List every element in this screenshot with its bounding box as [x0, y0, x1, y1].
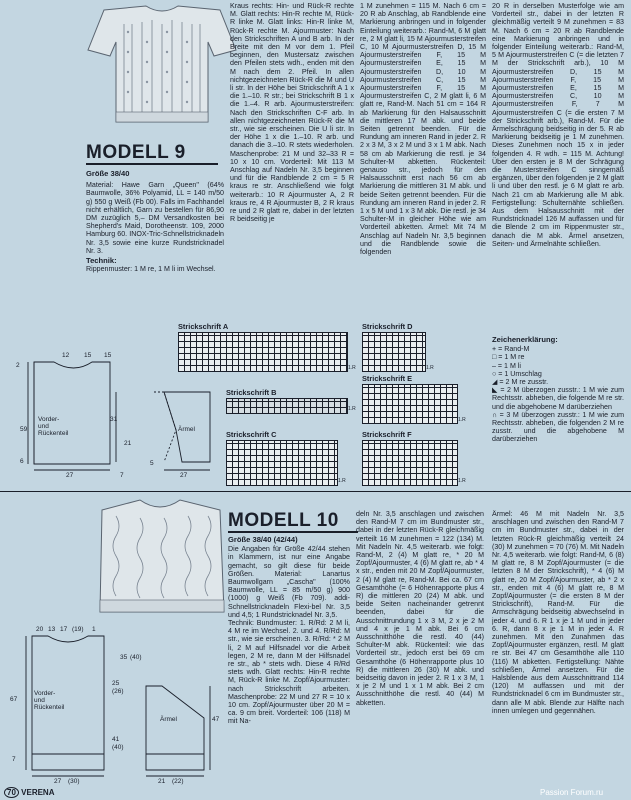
schem9-w27: 27 — [66, 472, 74, 479]
modell10-col1 — [228, 536, 350, 798]
schem10-w30: (30) — [68, 778, 80, 785]
modell9-legend — [492, 336, 624, 444]
chart-c-row: 1.R — [338, 478, 346, 484]
legend-item: ○ = 1 Umschlag — [492, 369, 542, 378]
schem10-h47: 47 — [212, 716, 220, 723]
schem10-w21: 21 — [158, 778, 166, 785]
legend-item: ◢ = 2 M re zusstr. — [492, 378, 549, 387]
chart-e-grid — [362, 384, 458, 424]
page-number: 70 — [4, 787, 19, 798]
modell9-col4: 20 R in derselben Musterfolge wie am Vorderteil str., dabei in der letzten R gleichmäßig verteilt 9 M zunehmen = 83 M. Nach 6 cm = 20 R ab Randblende eine Markierung anbringen und in folgender Einteilung weiterarb.: Rand-M, 5 M Ajourmusterstreifen C (= die letzten 7 M der Strickschrift arb.), 10 M Ajourmusterstreifen D, 15 M Ajourmusterstreifen F, 15 M Ajourmusterstreifen E, 15 M Ajourmusterstreifen C, 10 M Ajourmusterstreifen F, 7 M Ajourmusterstreifen C (= die ersten 7 M der Strickschrift arb.), Rand-M. Für die Ärmelschrägung beidseitig in der 5. R ab Markierung beidseitig je 1 M zunehmen. Dieses Zunehmen noch 15 x in jeder folgenden 4. R wdh. = 115 M. Achtung! Über den ersten je 8 M der Schrägung die Musterstreifen C sinngemäß ergänzen, über den folgenden je 2 M glatt li und über den restl. je 6 M glatt re arb. Nach 21 cm ab Markierung alle M abk. Fertigstellung: Schulternähte schließen. Aus dem Halsausschnitt mit der Rundstricknadel 126 M auffassen und für die Blende 2 cm im Rippenmuster str., danach die M abk. Ärmel ansetzen, Seiten- und Ärmelnähte schließen. — [492, 2, 624, 248]
schem10-h26: (26) — [112, 688, 124, 695]
chart-d-grid — [362, 332, 426, 372]
schem9-w12: 12 — [62, 352, 70, 359]
chart-c-grid — [226, 440, 338, 486]
modell10-title: MODELL 10 — [228, 510, 339, 531]
schem10-top-19: (19) — [72, 626, 84, 633]
schem9-h5: 5 — [150, 460, 154, 467]
modell9-size: Größe 38/40 — [86, 170, 130, 178]
schem9-h21: 21 — [124, 440, 132, 447]
chart-a-grid — [178, 332, 348, 372]
legend-item: ∩ = 3 M überzogen zusstr.: 1 M wie zum Rechtsstr. abheben, die folgenden 2 M re zusstr. und die abgehobene M darüberziehen — [492, 410, 624, 444]
schem9-h6: 6 — [20, 458, 24, 465]
legend-item: + = Rand-M — [492, 345, 530, 354]
schem10-h41: 41 — [112, 736, 120, 743]
chart-d-label: Strickschrift D — [362, 322, 413, 331]
chart-a-row: 1.R — [348, 365, 356, 371]
modell10-title-rule — [228, 531, 358, 533]
modell10-technik: Technik: Bundmuster: 1. R/Rd: 2 M li, 4 M re im Wechsel. 2. und 4. R/Rd: M str., wie sie erscheinen. 3. R/Rd: * 2 M li, 2 M auf Hilfsnadel vor die Arbeit legen, 2 M re, dann M der Hilfsnadel re str., ab * stets wdh. Diese 4 R/Rd stets wdh. Glatt rechts: Hin-R rechte M, Rück-R linke M. Zopf/Ajourmuster: nach Strickschrift arbeiten. Maschenprobe: 22 M und 27 R = 10 x 10 cm. Zopf/Ajourmuster über 20 M = ca. 9 cm breit. Vorderteil: 106 (118) M mit Na- — [228, 619, 350, 726]
schem10-top-13: 13 — [48, 626, 56, 633]
schem9-w27b: 27 — [180, 472, 188, 479]
sweater-illustration-modell10 — [96, 496, 226, 614]
modell10-material: Die Angaben für Größe 42/44 stehen in Klammern, ist nur eine Angabe gemacht, so gilt diese für beide Größen. Material: Lanartus Baumwollgarn „Cascha" (100% Baumwolle, LL = 85 m/50 g) 900 (1000) g Weiß (Fb 709). addi-Schnellstricknadeln Flexi-bel Nr. 3,5 und 4,5; 1 Rundstricknadel Nr. 3,5. — [228, 545, 350, 619]
modell9-title: MODELL 9 — [86, 142, 186, 163]
schem10-h40: (40) — [112, 744, 124, 751]
schem9-h59: 59 — [20, 426, 28, 433]
schem9-arm-label: Ärmel — [178, 426, 195, 433]
schem10-w22: (22) — [172, 778, 184, 785]
modell9-col3: 1 M zunehmen = 115 M. Nach 6 cm = 20 R ab Anschlag, ab Randblende eine Markierung anbringen und in folgender Einteilung weiterarb.: Rand-M, 6 M glatt re, 2 M glatt li, 15 M Ajourmusterstreifen C, 10 M Ajourmusterstreifen D, 15 M Ajourmusterstreifen F, 15 M Ajourmusterstreifen E, 15 M Ajourmusterstreifen D, 10 M Ajourmusterstreifen C, 15 M Ajourmusterstreifen F, 15 M Ajourmusterstreifen C, 2 M glatt li, 6 M glatt re, Rand-M. Nach 51 cm = 164 R ab Markierung für den Halsausschnitt die mittleren 17 M abk. und beide Seiten getrennt beenden. Für die Rundung am inneren Rand in jeder 2. R 2 x 3 M, 3 x 2 M und 3 x 1 M abk. Nach 58 cm ab Markierung die restl. je 34 Schulter-M abketten. Rückenteil: genauso str., jedoch für den Halsausschnitt erst nach 56 cm ab Markierung die mittleren 31 M abk. und beide Seiten getrennt beenden. Für die Rundung am inneren Rand in jeder 2. R 1 x 5 M und 1 x 3 M abk. Die restl. je 34 Schulter-M in gleicher Höhe wie am Vorderteil abketten. Ärmel: Mit 74 M Anschlag auf Nadeln Nr. 3,5 beginnen und die Randblende sowie die folgenden — [360, 2, 486, 257]
page-footer — [4, 788, 54, 797]
watermark: Passion Forum.ru — [540, 788, 604, 797]
chart-b-row: 1.R — [348, 406, 356, 412]
schem9-h7: 7 — [120, 472, 124, 479]
chart-e-label: Strickschrift E — [362, 374, 413, 383]
schem10-w27: 27 — [54, 778, 62, 785]
chart-e-row: 1.R — [458, 417, 466, 423]
chart-f-label: Strickschrift F — [362, 430, 412, 439]
magazine-brand: VERENA — [21, 788, 55, 797]
schem10-top-17: 17 — [60, 626, 68, 633]
schem10-arm-label: Ärmel — [160, 716, 177, 723]
schem10-body-label: Vorder- und Rückenteil — [34, 690, 65, 711]
schem9-w15a: 15 — [84, 352, 92, 359]
chart-a-label: Strickschrift A — [178, 322, 229, 331]
schem10-h7: 7 — [12, 756, 16, 763]
legend-item: □ = 1 M re — [492, 353, 525, 362]
chart-f-row: 1.R — [458, 478, 466, 484]
modell10-col3: Ärmel: 46 M mit Nadeln Nr. 3,5 anschlagen und zwischen den Rand-M 7 cm im Bundmuster str., dabei in der letzten Rück-R gleichmäßig verteilt 24 (30) M zunehmen = 70 (76) M. Mit Nadeln Nr. 4,5 weiterarb. wie folgt: Rand-M, 6 (8) M glatt re, 8 M Zopf/Ajourmuster (= die letzten 8 M der Strickschrift), * 4 (6) M glatt re, 20 M Zopf/Ajourmuster, ab * 2 x str., enden mit 4 (6) M glatt re, 8 M Zopf/Ajourmuster (= die ersten 8 M der Strickschrift), Rand-M. Für die Armschrägung beidseitig abwechselnd in jeder 4. und 6. R 1 x je 1 M und in jeder 6. R, dann 8 x je 1 M in jeder 4. R zunehmen. Mit den Zunahmen das Zopf/Ajourmuster ergänzen, restl. M glatt re str. Bei 47 cm Gesamthöhe alle 110 (116) M abketten. Fertigstellung: Nähte schließen, Ärmel ansetzen. Für die Halsblende aus dem Ausschnittrand 114 (120) M auffassen und mit der Rundstricknadel 6 cm im Bundmuster str., dann alle M abk. Blende zur Hälfte nach innen umlegen und gegennähen. — [492, 510, 624, 715]
schem10-top-20: 20 — [36, 626, 44, 633]
chart-c-label: Strickschrift C — [226, 430, 277, 439]
sweater-illustration-modell9 — [86, 2, 238, 128]
legend-title: Zeichenerklärung: — [492, 335, 558, 344]
schem9-w15b: 15 — [104, 352, 112, 359]
modell9-col2: Kraus rechts: Hin- und Rück-R rechte M. Glatt rechts: Hin-R rechte M, Rück-R linke M. Glatt links: Hin-R linke M, Rück-R rechte M. Ajourmuster: Nach den Strickschriften A und B arb. In der Breite mit den M vor dem 1. Pfeil beginnen, den Mustersatz zwischen den Pfeilen stets wdh., enden mit den M nach dem 2. Pfeil. In allen nichtgezeichneten Rück-R die M und U li str. In der Höhe bei Strickschrift A 1 x die 1.–10. R str.; bei Strickschrift B 1 x die 1.–4. R arb. Ajourmusterstreifen: Nach den Strickschriften C-F arb. In allen nichtgezeichneten Rück-R die M str., wie sie erscheinen. Die U li str. In der Höhe 1 x die 1.–10. R arb. und danach die 3.–10. R stets wiederholen. Maschenprobe: 21 M und 32–33 R = 10 x 10 cm. Vorderteil: Mit 113 M Anschlag auf Nadeln Nr. 3,5 beginnen und für die Randblende 2 cm = 5 R kraus re str. Anschließend wie folgt weiterarb.: 10 R Ajourmuster A, 2 R kraus re, 4 R Ajourmuster B, 2 R kraus re und 2 R glatt re, dabei in der letzten R beidseitig je — [230, 2, 354, 224]
modell9-title-rule — [86, 163, 218, 165]
schem9-body-label: Vorder- und Rückenteil — [38, 416, 69, 437]
schem10-h67: 67 — [10, 696, 18, 703]
legend-item: ◣ = 2 M überzogen zusstr.: 1 M wie zum Rechtsstr. abheben, die folgende M re str. und die abgehobene M darüberziehen — [492, 386, 624, 411]
modell10-col2: deln Nr. 3,5 anschlagen und zwischen den Rand-M 7 cm im Bundmuster str., dabei in der letzten Rück-R gleichmäßig verteilt 16 M zunehmen = 122 (134) M. Mit Nadeln Nr. 4,5 weiterarb. wie folgt: Rand-M, 2 (4) M glatt re, * 20 M Zopf/Ajourmuster, 4 (6) M glatt re, ab * 4 x str., enden mit 20 M Zopf/Ajourmuster, 2 (4) M glatt re, Rand-M. Bei ca. 67 cm Gesamthöhe (= 6 Höhenrapporte plus 4 R) die mittleren 20 (24) M abk. und beide Seiten nacheinander getrennt beenden, dabei für die Ausschnittrundung 1 x 3 M, 2 x je 2 M und 4 x je 1 M abk. Bei 6 cm Ausschnitthöhe die restl. 40 (44) Schulter-M abk. Rückenteil: wie das Vorderteil str., jedoch erst bei 69 cm Gesamthöhe (6 Höhenrapporte plus 10 R) die mittleren 26 (30) M abk. und beidseitig davon in jeder 2. R 1 x 3 M, 1 x je 2 M und 1 x 1 M abk. Bei 2 cm Ausschnitthöhe die restl. 40 (44) M abketten. — [356, 510, 484, 707]
schem10-top-1: 1 — [92, 626, 96, 633]
schem10-h25: 25 — [112, 680, 120, 687]
chart-b-label: Strickschrift B — [226, 388, 277, 397]
modell10-size: Größe 38/40 (42/44) — [228, 536, 298, 544]
chart-f-grid — [362, 440, 458, 486]
modell9-technik: Technik: — [86, 256, 117, 266]
legend-item: – = 1 M li — [492, 361, 521, 370]
schem9-h2: 2 — [16, 362, 20, 369]
schem9-w31: 31 — [110, 416, 118, 423]
schem10-w40: (40) — [130, 654, 142, 661]
modell9-rippenmuster: Rippenmuster: 1 M re, 1 M li im Wechsel. — [86, 265, 216, 274]
section-divider — [0, 491, 631, 492]
modell9-material: Material: Hawe Garn „Queen" (64% Baumwolle, 36% Polyamid, LL = 140 m/50 g) 550 g Weiß (Fb 00). Falls im Fachhandel nicht erhältlich, Garn zu bestellen für 86,90 DM zuzüglich 5,– DM Versandkosten bei Shepherd's Maid, Dorotheenstr. 109, 2000 Hamburg 60. INOX-Tric-Schnellstricknadeln Nr. 3,5 sowie eine kurze Rundstricknadel Nr. 3. — [86, 181, 224, 255]
chart-d-row: 1.R — [426, 365, 434, 371]
chart-b-grid — [226, 398, 348, 414]
schem10-w35: 35 — [120, 654, 128, 661]
